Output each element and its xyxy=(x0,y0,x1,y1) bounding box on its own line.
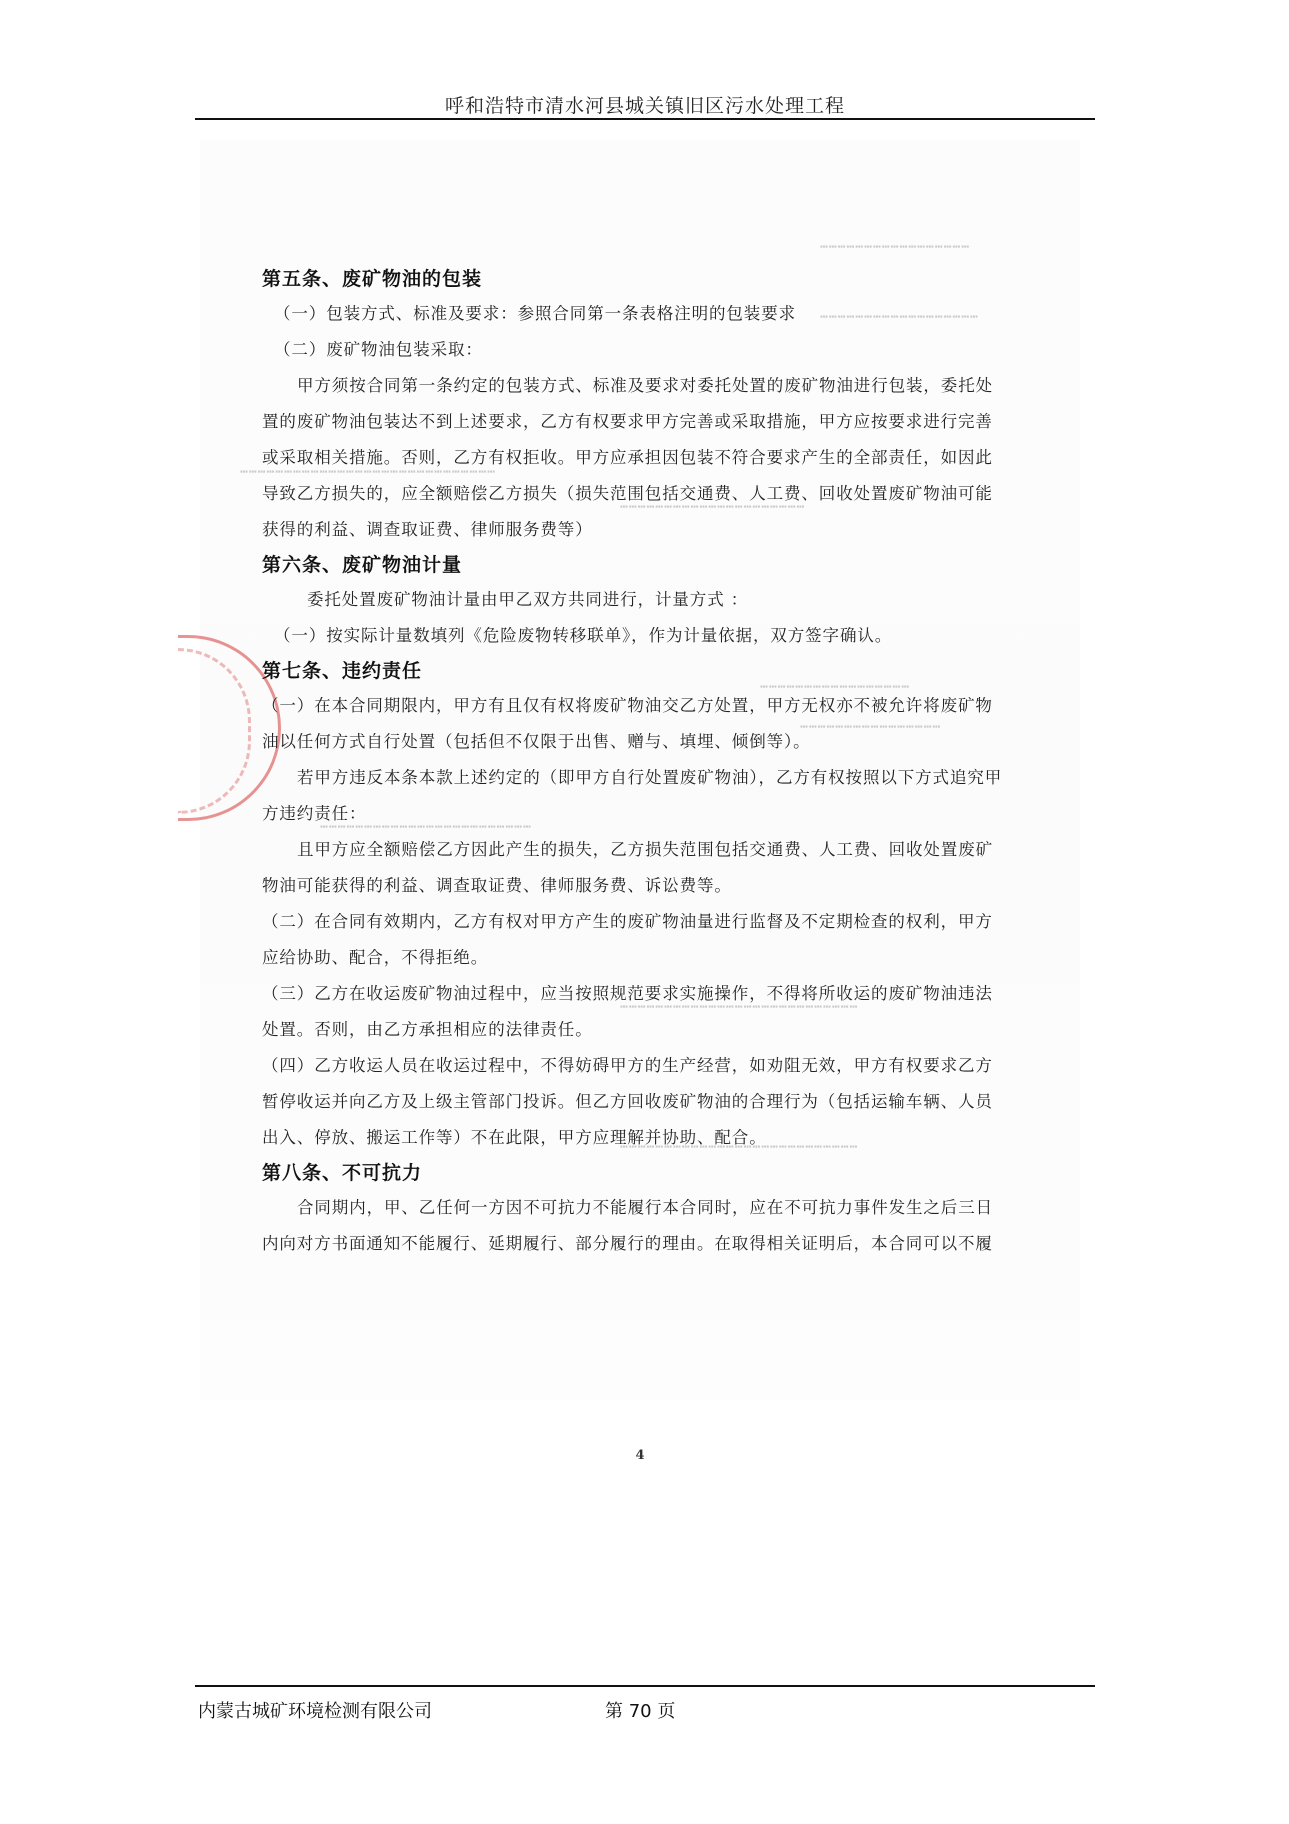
contract-body xyxy=(262,262,1032,1262)
footer-page-number: 第 70 页 xyxy=(605,1701,676,1722)
bleed-through-text: ┅┅┅┅┅┅┅┅┅┅┅┅┅┅┅┅ xyxy=(800,720,942,735)
footer-company-name: 内蒙古城矿环境检测有限公司 xyxy=(198,1701,432,1722)
article-7-line: （三）乙方在收运废矿物油过程中，应当按照规范要求实施操作，不得将所收运的废矿物油违法 xyxy=(262,984,993,1003)
article-5-heading: 第五条、废矿物油的包装 xyxy=(262,268,483,290)
article-7-line: 出入、停放、搬运工作等）不在此限，甲方应理解并协助、配合。 xyxy=(262,1128,767,1147)
article-7-heading: 第七条、违约责任 xyxy=(262,660,423,682)
article-5-line: 置的废矿物油包装达不到上述要求，乙方有权要求甲方完善或采取措施，甲方应按要求进行完善 xyxy=(262,412,993,431)
article-6-line: 委托处置废矿物油计量由甲乙双方共同进行，计量方式 ： xyxy=(307,590,749,609)
article-7-line: 油以任何方式自行处置（包括但不仅限于出售、赠与、填埋、倾倒等）。 xyxy=(262,732,811,751)
article-8-line: 内向对方书面通知不能履行、延期履行、部分履行的理由。在取得相关证明后，本合同可以不履 xyxy=(262,1234,993,1253)
article-6-line: （一）按实际计量数填列《危险废物转移联单》，作为计量依据，双方签字确认。 xyxy=(274,626,893,645)
bleed-through-text: ┅┅┅┅┅┅┅┅┅┅┅┅┅┅┅┅┅┅ xyxy=(820,310,979,325)
article-5-line: 导致乙方损失的，应全额赔偿乙方损失（损失范围包括交通费、人工费、回收处置废矿物油可能 xyxy=(262,484,993,503)
article-7-line: 且甲方应全额赔偿乙方因此产生的损失，乙方损失范围包括交通费、人工费、回收处置废矿 xyxy=(297,840,993,859)
article-7-line: 暂停收运并向乙方及上级主管部门投诉。但乙方回收废矿物油的合理行为（包括运输车辆、人员 xyxy=(262,1092,993,1111)
article-7-line: 应给协助、配合，不得拒绝。 xyxy=(262,948,489,967)
article-5-line: 或采取相关措施。否则，乙方有权拒收。甲方应承担因包装不符合要求产生的全部责任，如因此 xyxy=(262,448,993,467)
page-header-title: 呼和浩特市清水河县城关镇旧区污水处理工程 xyxy=(444,95,845,117)
article-5-line: （一）包装方式、标准及要求：参照合同第一条表格注明的包装要求 xyxy=(274,304,796,323)
article-7-line: （四）乙方收运人员在收运过程中，不得妨碍甲方的生产经营，如劝阻无效，甲方有权要求乙方 xyxy=(262,1056,993,1075)
bleed-through-text: ┅┅┅┅┅┅┅┅┅┅┅┅┅┅┅┅┅ xyxy=(820,240,971,255)
article-6-heading: 第六条、废矿物油计量 xyxy=(262,554,463,576)
header-rule xyxy=(195,118,1095,120)
bleed-through-text: ┅┅┅┅┅┅┅┅┅┅┅┅┅┅┅┅┅┅┅┅┅ xyxy=(620,500,806,515)
article-5-line: 甲方须按合同第一条约定的包装方式、标准及要求对委托处置的废矿物油进行包装，委托处 xyxy=(297,376,993,395)
bleed-through-text: ┅┅┅┅┅┅┅┅┅┅┅┅┅┅┅┅┅┅┅┅┅┅┅┅ xyxy=(320,820,532,835)
article-7-line: 若甲方违反本条本款上述约定的（即甲方自行处置废矿物油），乙方有权按照以下方式追究甲 xyxy=(297,768,1003,787)
scanned-page-number: 4 xyxy=(635,1448,645,1463)
article-7-line: 方违约责任： xyxy=(262,804,367,823)
article-8-line: 合同期内，甲、乙任何一方因不可抗力不能履行本合同时，应在不可抗力事件发生之后三日 xyxy=(297,1198,993,1217)
article-7-line: 物油可能获得的利益、调查取证费、律师服务费、诉讼费等。 xyxy=(262,876,732,895)
footer-rule xyxy=(195,1685,1095,1687)
article-8-heading: 第八条、不可抗力 xyxy=(262,1162,423,1184)
article-7-line: （一）在本合同期限内，甲方有且仅有权将废矿物油交乙方处置，甲方无权亦不被允许将废矿物 xyxy=(262,696,993,715)
article-7-line: 处置。否则，由乙方承担相应的法律责任。 xyxy=(262,1020,593,1039)
bleed-through-text: ┅┅┅┅┅┅┅┅┅┅┅┅┅┅┅┅┅┅┅┅┅┅┅┅┅┅┅ xyxy=(620,1140,859,1155)
article-5-line: （二）废矿物油包装采取： xyxy=(274,340,483,359)
bleed-through-text: ┅┅┅┅┅┅┅┅┅┅┅┅┅┅┅┅┅ xyxy=(760,680,911,695)
bleed-through-text: ┅┅┅┅┅┅┅┅┅┅┅┅┅┅┅┅┅┅┅┅┅┅┅┅┅┅┅ xyxy=(620,1000,859,1015)
article-5-line: 获得的利益、调查取证费、律师服务费等） xyxy=(262,520,593,539)
article-7-line: （二）在合同有效期内，乙方有权对甲方产生的废矿物油量进行监督及不定期检查的权利，甲方 xyxy=(262,912,993,931)
red-seal-stamp-inner-ring xyxy=(178,648,251,814)
bleed-through-text: ┅┅┅┅┅┅┅┅┅┅┅┅┅┅┅┅┅┅┅┅┅┅┅┅┅┅┅┅┅ xyxy=(240,465,496,480)
